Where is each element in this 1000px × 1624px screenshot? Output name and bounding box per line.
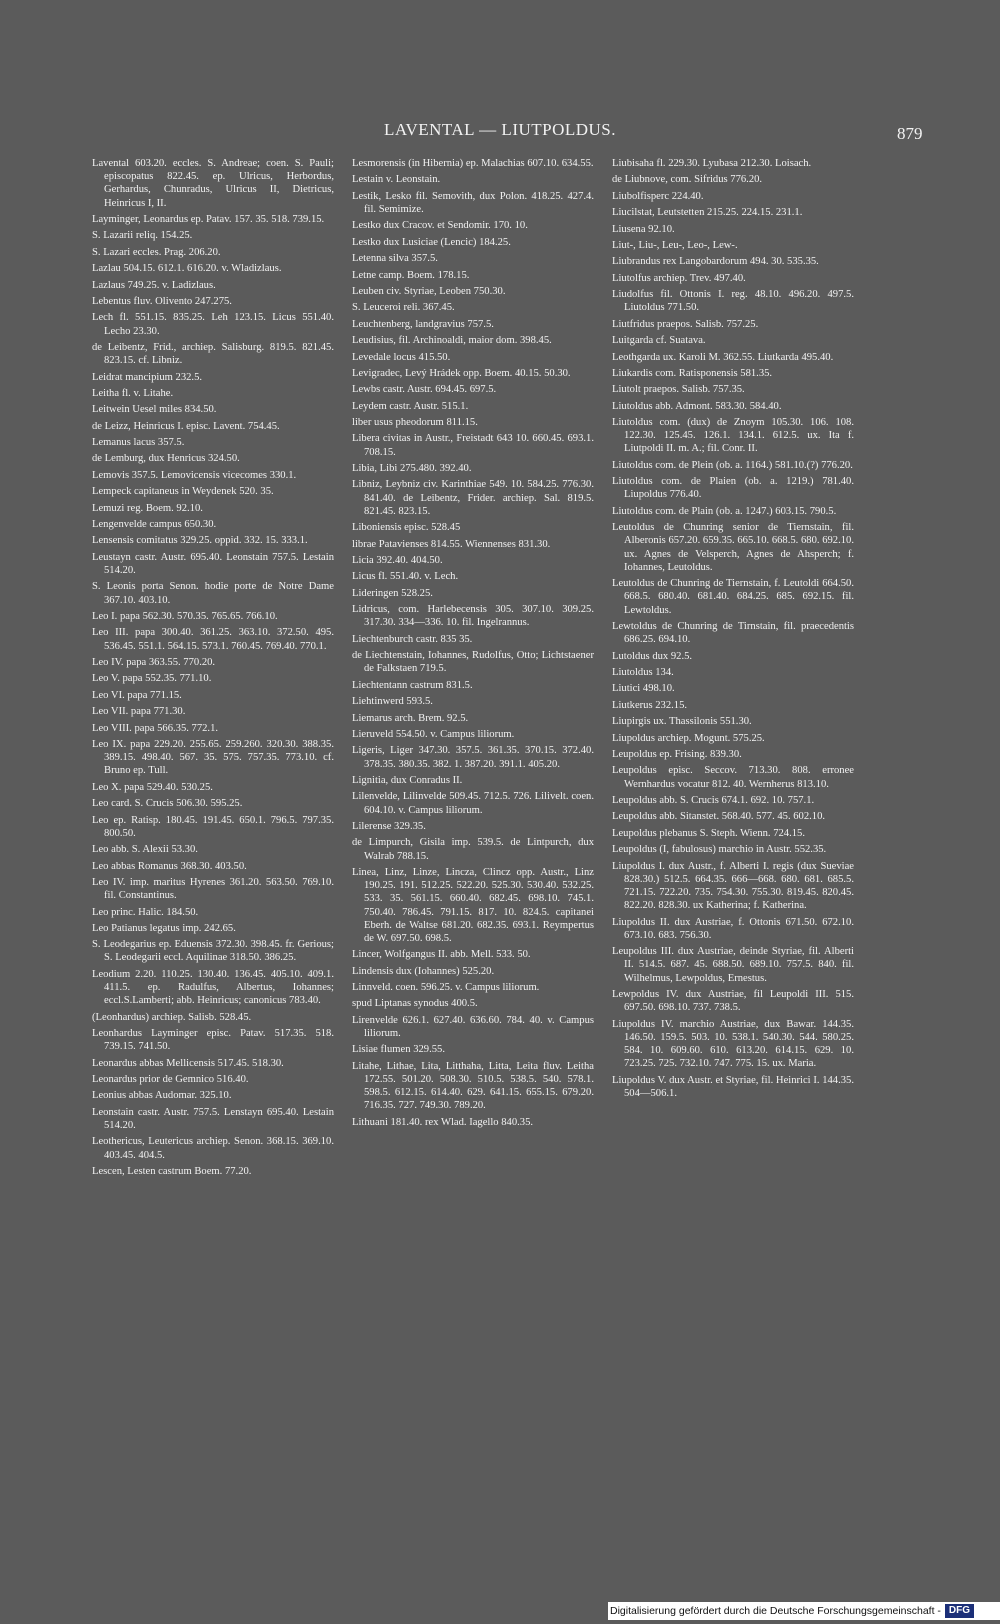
dfg-logo: DFG xyxy=(945,1604,974,1618)
index-entry: S. Leodegarius ep. Eduensis 372.30. 398.45. fr. Gerious; S. Leodegarii eccl. Aquilinae 318.50. 386.25. xyxy=(92,939,334,964)
index-entry: Lilerense 329.35. xyxy=(352,820,426,832)
index-entry: Letenna silva 357.5. xyxy=(352,253,438,265)
index-entry: Liehtinwerd 593.5. xyxy=(352,696,433,708)
index-entry: Lidricus, com. Harlebecensis 305. 307.10. 309.25. 317.30. 334—336. 10. fil. Ingelrannus. xyxy=(352,604,594,629)
index-columns xyxy=(92,157,854,1457)
index-entry: Lestik, Lesko fil. Semovith, dux Polon. 418.25. 427.4. fil. Semimize. xyxy=(352,190,594,215)
index-entry: Leupoldus (I, fabulosus) marchio in Austr. 552.35. xyxy=(612,844,827,856)
index-entry: Leupoldus III. dux Austriae, deinde Styriae, fil. Alberti II. 514.5. 687. 45. 688.50. 689.10. 757.5. 840. fil. Wilhelmus, Lewpoldus, Ernestus. xyxy=(612,946,854,984)
index-entry: Leupoldus plebanus S. Steph. Wienn. 724.15. xyxy=(612,827,805,839)
index-entry: Lemovis 357.5. Lemovicensis vicecomes 330.1. xyxy=(92,469,297,481)
index-entry: Leudisius, fil. Archinoaldi, maior dom. 398.45. xyxy=(352,335,552,347)
index-entry: Letne camp. Boem. 178.15. xyxy=(352,269,470,281)
index-entry: Lesmorensis (in Hibernia) ep. Malachias 607.10. 634.55. xyxy=(352,158,594,169)
index-entry: Linnveld. coen. 596.25. v. Campus liliorum. xyxy=(352,982,540,994)
index-entry: Leo abbas Romanus 368.30. 403.50. xyxy=(92,860,247,872)
index-entry: Leo abb. S. Alexii 53.30. xyxy=(92,844,198,856)
index-column-3 xyxy=(612,157,854,1457)
index-entry: Levedale locus 415.50. xyxy=(352,351,451,363)
index-entry: Liubrandus rex Langobardorum 494. 30. 535.35. xyxy=(612,256,819,268)
index-entry: Liutkerus 232.15. xyxy=(612,699,688,711)
index-entry: de Limpurch, Gisila imp. 539.5. de Lintpurch, dux Walrab 788.15. xyxy=(352,837,594,862)
index-entry: S. Leonis porta Senon. hodie porte de Notre Dame 367.10. 403.10. xyxy=(92,581,334,606)
index-entry: Linea, Linz, Linze, Lincza, Clincz opp. Austr., Linz 190.25. 191. 512.25. 522.20. 525.30. 530.40. 532.25. 533. 35. 561.15. 660.40. 682.45. 698.10. 745.1. 750.40. 786.45. 791.15. 817. 10. 824.5. capitanei Eberh. de Waltse 681.20. 682.35. 693.1. Reympertus de W. 697.50. 698.5. xyxy=(352,866,594,944)
index-column-1 xyxy=(92,157,334,1457)
index-entry: Lindensis dux (Iohannes) 525.20. xyxy=(352,965,495,977)
index-entry: Liutoldus com. de Plein (ob. a. 1164.) 581.10.(?) 776.20. xyxy=(612,459,853,471)
index-entry: Leonardus abbas Mellicensis 517.45. 518.30. xyxy=(92,1057,284,1069)
funding-note: Digitalisierung gefördert durch die Deutsche Forschungsgemeinschaft - xyxy=(610,1605,941,1617)
index-entry: Leupoldus abb. Sitanstet. 568.40. 577. 45. 602.10. xyxy=(612,811,826,823)
index-entry: Leo VI. papa 771.15. xyxy=(92,689,182,701)
index-entry: Liubolfisperc 224.40. xyxy=(612,190,704,202)
index-entry: Leo VIII. papa 566.35. 772.1. xyxy=(92,722,219,734)
index-entry: Levigradec, Levý Hrádek opp. Boem. 40.15. 50.30. xyxy=(352,367,571,379)
index-entry: Leo card. S. Crucis 506.30. 595.25. xyxy=(92,798,243,810)
index-entry: Lewpoldus IV. dux Austriae, fil Leupoldi III. 515. 697.50. 698.10. 737. 738.5. xyxy=(612,988,854,1014)
index-entry: Leuben civ. Styriae, Leoben 750.30. xyxy=(352,285,506,297)
index-entry: Lestko dux Cracov. et Sendomir. 170. 10. xyxy=(352,220,528,232)
index-entry: Leydem castr. Austr. 515.1. xyxy=(352,400,469,412)
index-entry: Liutoldus com. de Plain (ob. a. 1247.) 603.15. 790.5. xyxy=(612,505,837,517)
index-entry: Lazlau 504.15. 612.1. 616.20. v. Wladizlaus. xyxy=(92,263,282,275)
index-entry: Lignitia, dux Conradus II. xyxy=(352,774,463,786)
index-entry: Leustayn castr. Austr. 695.40. Leonstain 757.5. Lestain 514.20. xyxy=(92,551,334,577)
index-entry: Lewtoldus de Chunring de Tirnstain, fil. praecedentis 686.25. 694.10. xyxy=(612,621,854,646)
index-entry: Liupoldus archiep. Mogunt. 575.25. xyxy=(612,732,765,744)
index-entry: Leuchtenberg, landgravius 757.5. xyxy=(352,318,494,330)
index-entry: Leo I. papa 562.30. 570.35. 765.65. 766.10. xyxy=(92,611,278,623)
index-entry: Liboniensis episc. 528.45 xyxy=(352,522,461,534)
running-title: LAVENTAL — LIUTPOLDUS. xyxy=(383,120,617,139)
index-entry: Liutoldus com. (dux) de Znoym 105.30. 106. 108. 122.30. 125.45. 126.1. 134.1. 612.5. ux. Ita f. Liutpoldi II. m. A.; fil. Conr. II. xyxy=(612,417,854,455)
index-entry: Leonius abbas Audomar. 325.10. xyxy=(92,1090,232,1102)
index-entry: Liupoldus V. dux Austr. et Styriae, fil. Heinrici I. 144.35. 504—506.1. xyxy=(612,1074,854,1099)
index-entry: Lavental 603.20. eccles. S. Andreae; coen. S. Pauli; episcopatus 822.45. ep. Ulricus, Herbordus, Gerhardus, Chunradus, Ulricus II, Dietricus, Heinricus I, II. xyxy=(92,158,334,209)
index-entry: Leo V. papa 552.35. 771.10. xyxy=(92,673,212,685)
index-entry: Lestain v. Leonstain. xyxy=(352,174,441,186)
page-number: 879 xyxy=(897,124,923,143)
index-entry: liber usus pheodorum 811.15. xyxy=(352,417,478,429)
index-entry: Liusena 92.10. xyxy=(612,223,675,235)
index-entry: Liupoldus I. dux Austr., f. Alberti I. regis (dux Sueviae 828.30.) 512.5. 664.35. 666—668. 680. 681. 685.5. 721.15. 722.20. 735. 754.30. 755.30. 819.45. 820.45. 822.20. 828.30. ux Katherina; f. Katherina. xyxy=(612,860,854,912)
index-entry: de Leibentz, Frid., archiep. Salisburg. 819.5. 821.45. 823.15. cf. Libniz. xyxy=(92,341,334,367)
index-entry: Liutoldus 134. xyxy=(612,667,674,679)
index-entry: Liechtenburch castr. 835 35. xyxy=(352,633,473,645)
index-entry: Lempeck capitaneus in Weydenek 520. 35. xyxy=(92,486,274,498)
index-entry: Leupoldus abb. S. Crucis 674.1. 692. 10. 757.1. xyxy=(612,794,815,806)
index-entry: Liubisaha fl. 229.30. Lyubasa 212.30. Loisach. xyxy=(612,158,812,169)
index-entry: Liemarus arch. Brem. 92.5. xyxy=(352,712,469,724)
index-entry: Liukardis com. Ratisponensis 581.35. xyxy=(612,367,773,379)
index-entry: Lengenvelde campus 650.30. xyxy=(92,519,217,531)
index-entry: Liut-, Liu-, Leu-, Leo-, Lew-. xyxy=(612,239,738,251)
index-entry: Libera civitas in Austr., Freistadt 643 10. 660.45. 693.1. 708.15. xyxy=(352,433,594,458)
index-entry: Lithuani 181.40. rex Wlad. Iagello 840.35. xyxy=(352,1116,534,1128)
index-entry: Luitgarda cf. Suatava. xyxy=(612,335,706,347)
index-entry: Liechtentann castrum 831.5. xyxy=(352,679,473,691)
index-entry: Lemuzi reg. Boem. 92.10. xyxy=(92,502,203,514)
index-entry: Lech fl. 551.15. 835.25. Leh 123.15. Licus 551.40. Lecho 23.30. xyxy=(92,312,334,337)
index-entry: Lirenvelde 626.1. 627.40. 636.60. 784. 40. v. Campus liliorum. xyxy=(352,1014,594,1040)
index-entry: Litahe, Lithae, Lita, Litthaha, Litta, Leita fluv. Leitha 172.55. 501.20. 508.30. 510.5. 538.5. 540. 578.1. 598.5. 612.15. 614.40. 629. 641.15. 655.15. 679.20. 716.35. 727. 749.30. 789.20. xyxy=(352,1060,594,1112)
index-entry: Lieruveld 554.50. v. Campus liliorum. xyxy=(352,728,515,740)
index-entry: Lescen, Lesten castrum Boem. 77.20. xyxy=(92,1166,252,1178)
index-entry: Lewbs castr. Austr. 694.45. 697.5. xyxy=(352,384,497,396)
index-entry: Leutoldus de Chunring de Tiernstain, f. Leutoldi 664.50. 668.5. 680.40. 681.40. 684.25. 685. 692.15. fil. Lewtoldus. xyxy=(612,578,854,616)
index-entry: Liupirgis ux. Thassilonis 551.30. xyxy=(612,716,752,728)
index-entry: Layminger, Leonardus ep. Patav. 157. 35. 518. 739.15. xyxy=(92,214,325,225)
index-entry: Lemanus lacus 357.5. xyxy=(92,437,185,449)
index-entry: Leonardus prior de Gemnico 516.40. xyxy=(92,1074,249,1086)
index-entry: Liutolfus archiep. Trev. 497.40. xyxy=(612,272,746,284)
index-entry: de Lemburg, dux Henricus 324.50. xyxy=(92,453,240,465)
index-entry: Lensensis comitatus 329.25. oppid. 332. 15. 333.1. xyxy=(92,535,308,547)
index-entry: Leodium 2.20. 110.25. 130.40. 136.45. 405.10. 409.1. 411.5. ep. Radulfus, Albertus, Iohannes; eccl.S.Lamberti; abb. Heinricus; canonicus 783.40. xyxy=(92,968,334,1007)
index-entry: Leothgarda ux. Karoli M. 362.55. Liutkarda 495.40. xyxy=(612,351,834,363)
index-entry: Lutoldus dux 92.5. xyxy=(612,650,693,662)
index-entry: Leothericus, Leutericus archiep. Senon. 368.15. 369.10. 403.45. 404.5. xyxy=(92,1136,334,1161)
index-entry: (Leonhardus) archiep. Salisb. 528.45. xyxy=(92,1011,252,1023)
index-entry: Lisiae flumen 329.55. xyxy=(352,1044,445,1056)
index-entry: Leo Patianus legatus imp. 242.65. xyxy=(92,922,236,934)
index-entry: Lideringen 528.25. xyxy=(352,587,433,599)
index-entry: de Liubnove, com. Sifridus 776.20. xyxy=(612,174,763,186)
index-entry: Liutoldus com. de Plaien (ob. a. 1219.) 781.40. Liupoldus 776.40. xyxy=(612,476,854,501)
index-entry: Leupoldus ep. Frising. 839.30. xyxy=(612,748,742,760)
index-entry: Leo IV. papa 363.55. 770.20. xyxy=(92,657,216,668)
index-entry: Lilenvelde, Lilinvelde 509.45. 712.5. 726. Lilivelt. coen. 604.10. v. Campus liliorum. xyxy=(352,791,594,816)
index-entry: Liudolfus fil. Ottonis I. reg. 48.10. 496.20. 497.5. Liutoldus 771.50. xyxy=(612,289,854,314)
funding-footer xyxy=(608,1602,1000,1620)
index-entry: de Liechtenstain, Iohannes, Rudolfus, Otto; Lichtstaener de Falkstaen 719.5. xyxy=(352,650,594,675)
index-entry: Liupoldus II. dux Austriae, f. Ottonis 671.50. 672.10. 673.10. 683. 756.30. xyxy=(612,916,854,941)
index-entry: Liutolt praepos. Salisb. 757.35. xyxy=(612,384,745,396)
index-entry: Leupoldus episc. Seccov. 713.30. 808. erronee Wernhardus vocatur 812. 40. Wernherus 813.10. xyxy=(612,765,854,790)
index-entry: Libniz, Leybniz civ. Karinthiae 549. 10. 584.25. 776.30. 841.40. de Leibentz, Frider. archiep. Sal. 819.5. 821.45. 823.15. xyxy=(352,479,594,517)
index-entry: Leidrat mancipium 232.5. xyxy=(92,371,203,383)
index-entry: S. Lazarii reliq. 154.25. xyxy=(92,230,193,242)
index-entry: Leo VII. papa 771.30. xyxy=(92,706,186,718)
index-entry: Lincer, Wolfgangus II. abb. Mell. 533. 50. xyxy=(352,949,531,961)
index-entry: spud Liptanas synodus 400.5. xyxy=(352,998,478,1010)
index-entry: S. Leuceroi reli. 367.45. xyxy=(352,302,455,314)
index-entry: Lestko dux Lusiciae (Lencic) 184.25. xyxy=(352,236,511,248)
index-entry: Licia 392.40. 404.50. xyxy=(352,555,443,567)
index-entry: Leo IX. papa 229.20. 255.65. 259.260. 320.30. 388.35. 389.15. 498.40. 567. 35. 575. 757.35. 773.10. cf. Bruno ep. Tull. xyxy=(92,738,334,777)
index-entry: Leonstain castr. Austr. 757.5. Lenstayn 695.40. Lestain 514.20. xyxy=(92,1106,334,1132)
index-entry: Ligeris, Liger 347.30. 357.5. 361.35. 370.15. 372.40. 378.35. 380.35. 382. 1. 387.20. 391.1. 405.20. xyxy=(352,745,594,770)
index-entry: Leo princ. Halic. 184.50. xyxy=(92,906,199,918)
index-entry: Liupoldus IV. marchio Austriae, dux Bawar. 144.35. 146.50. 159.5. 503. 10. 538.1. 540.30. 544. 580.25. 584. 10. 609.60. 610. 613.20. 614.15. 629. 10. 723.25. 725. 732.10. 747. 775. 15. ux. Maria. xyxy=(612,1018,854,1070)
index-entry: Leo III. papa 300.40. 361.25. 363.10. 372.50. 495. 536.45. 551.1. 564.15. 573.1. 760.45. 769.40. 770.1. xyxy=(92,627,334,652)
index-entry: Lazlaus 749.25. v. Ladizlaus. xyxy=(92,279,216,291)
index-entry: Liutoldus abb. Admont. 583.30. 584.40. xyxy=(612,400,782,412)
index-entry: Liutfridus praepos. Salisb. 757.25. xyxy=(612,318,759,330)
index-entry: Leitwein Uesel miles 834.50. xyxy=(92,404,217,416)
index-entry: Leo IV. imp. maritus Hyrenes 361.20. 563.50. 769.10. fil. Constantinus. xyxy=(92,876,334,902)
index-entry: Leitha fl. v. Litahe. xyxy=(92,387,174,399)
index-entry: Liutici 498.10. xyxy=(612,683,675,695)
index-entry: Lebentus fluv. Olivento 247.275. xyxy=(92,295,232,307)
index-entry: Libia, Libi 275.480. 392.40. xyxy=(352,463,472,475)
index-column-2 xyxy=(352,157,594,1457)
index-entry: Licus fl. 551.40. v. Lech. xyxy=(352,571,459,583)
index-entry: de Leizz, Heinricus I. episc. Lavent. 754.45. xyxy=(92,420,280,432)
index-entry: Liucilstat, Leutstetten 215.25. 224.15. 231.1. xyxy=(612,207,803,219)
index-entry: S. Lazari eccles. Prag. 206.20. xyxy=(92,246,221,258)
index-entry: Leutoldus de Chunring senior de Tiernstain, fil. Alberonis 657.20. 659.35. 665.10. 668.5. 680. 692.10. ux. Agnes de Velsperch, Agnes de Ahsperch; f. Iohannes, Leutoldus. xyxy=(612,522,854,573)
index-entry: Leo X. papa 529.40. 530.25. xyxy=(92,781,213,793)
index-entry: librae Patavienses 814.55. Wiennenses 831.30. xyxy=(352,538,551,550)
index-entry: Leonhardus Layminger episc. Patav. 517.35. 518. 739.15. 741.50. xyxy=(92,1028,334,1053)
index-entry: Leo ep. Ratisp. 180.45. 191.45. 650.1. 796.5. 797.35. 800.50. xyxy=(92,814,334,839)
